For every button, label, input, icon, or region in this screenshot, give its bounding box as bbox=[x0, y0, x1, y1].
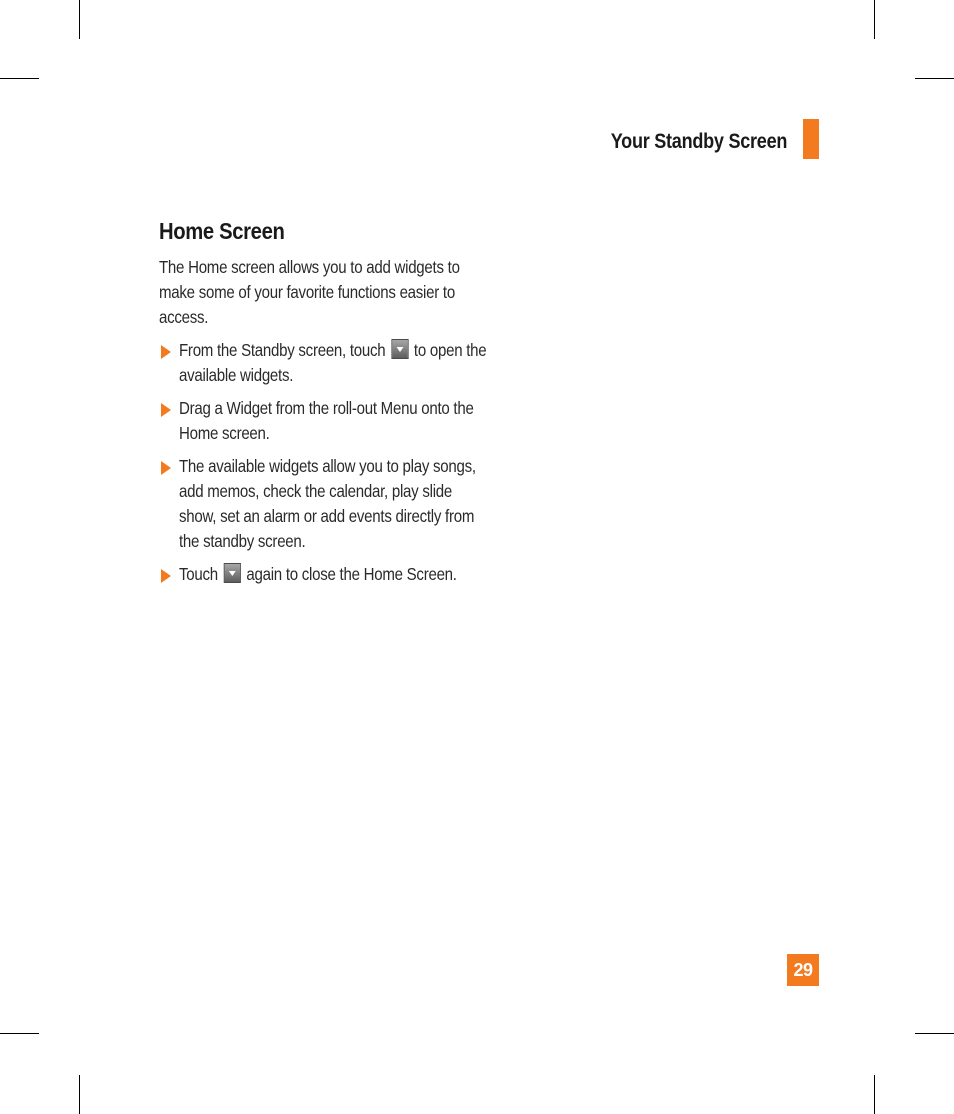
bullet-arrow-icon bbox=[161, 345, 171, 359]
widget-key-icon bbox=[391, 339, 408, 359]
intro-paragraph: The Home screen allows you to add widgets to make some of your favorite functions easier to access. bbox=[159, 257, 460, 327]
instruction-list bbox=[159, 338, 489, 587]
page-number: 29 bbox=[787, 954, 819, 986]
list-item-text bbox=[179, 338, 489, 388]
bullet-arrow-icon bbox=[161, 461, 171, 475]
crop-mark-bottom-right-vertical bbox=[874, 1075, 875, 1114]
crop-mark-top-right-horizontal bbox=[915, 78, 954, 79]
list-item bbox=[159, 338, 489, 388]
list-item-text bbox=[179, 562, 489, 587]
main-content bbox=[159, 218, 489, 595]
list-item-text-after-icon: to open the available widgets. bbox=[179, 340, 487, 385]
list-item-text-before-icon: Touch bbox=[179, 564, 218, 584]
list-item-text: The available widgets allow you to play songs, add memos, check the calendar, play slide show, set an alarm or add events directly from the standby screen. bbox=[179, 456, 476, 551]
bullet-arrow-icon bbox=[161, 403, 171, 417]
widget-key-icon bbox=[224, 563, 241, 583]
crop-mark-top-left-vertical bbox=[79, 0, 80, 39]
bullet-arrow-icon bbox=[161, 569, 171, 583]
chapter-title: Your Standby Screen bbox=[610, 130, 787, 153]
chapter-tab-marker bbox=[803, 119, 819, 159]
crop-mark-bottom-left-horizontal bbox=[0, 1033, 39, 1034]
list-item bbox=[159, 562, 489, 587]
crop-mark-top-left-horizontal bbox=[0, 78, 39, 79]
section-title: Home Screen bbox=[159, 218, 285, 244]
list-item-text: Drag a Widget from the roll-out Menu onto the Home screen. bbox=[179, 398, 474, 443]
list-item bbox=[159, 396, 489, 446]
crop-mark-top-right-vertical bbox=[874, 0, 875, 39]
crop-mark-bottom-right-horizontal bbox=[915, 1033, 954, 1034]
crop-mark-bottom-left-vertical bbox=[79, 1075, 80, 1114]
list-item-text-after-icon: again to close the Home Screen. bbox=[246, 564, 457, 584]
list-item-text-before-icon: From the Standby screen, touch bbox=[179, 340, 386, 360]
list-item bbox=[159, 454, 489, 554]
